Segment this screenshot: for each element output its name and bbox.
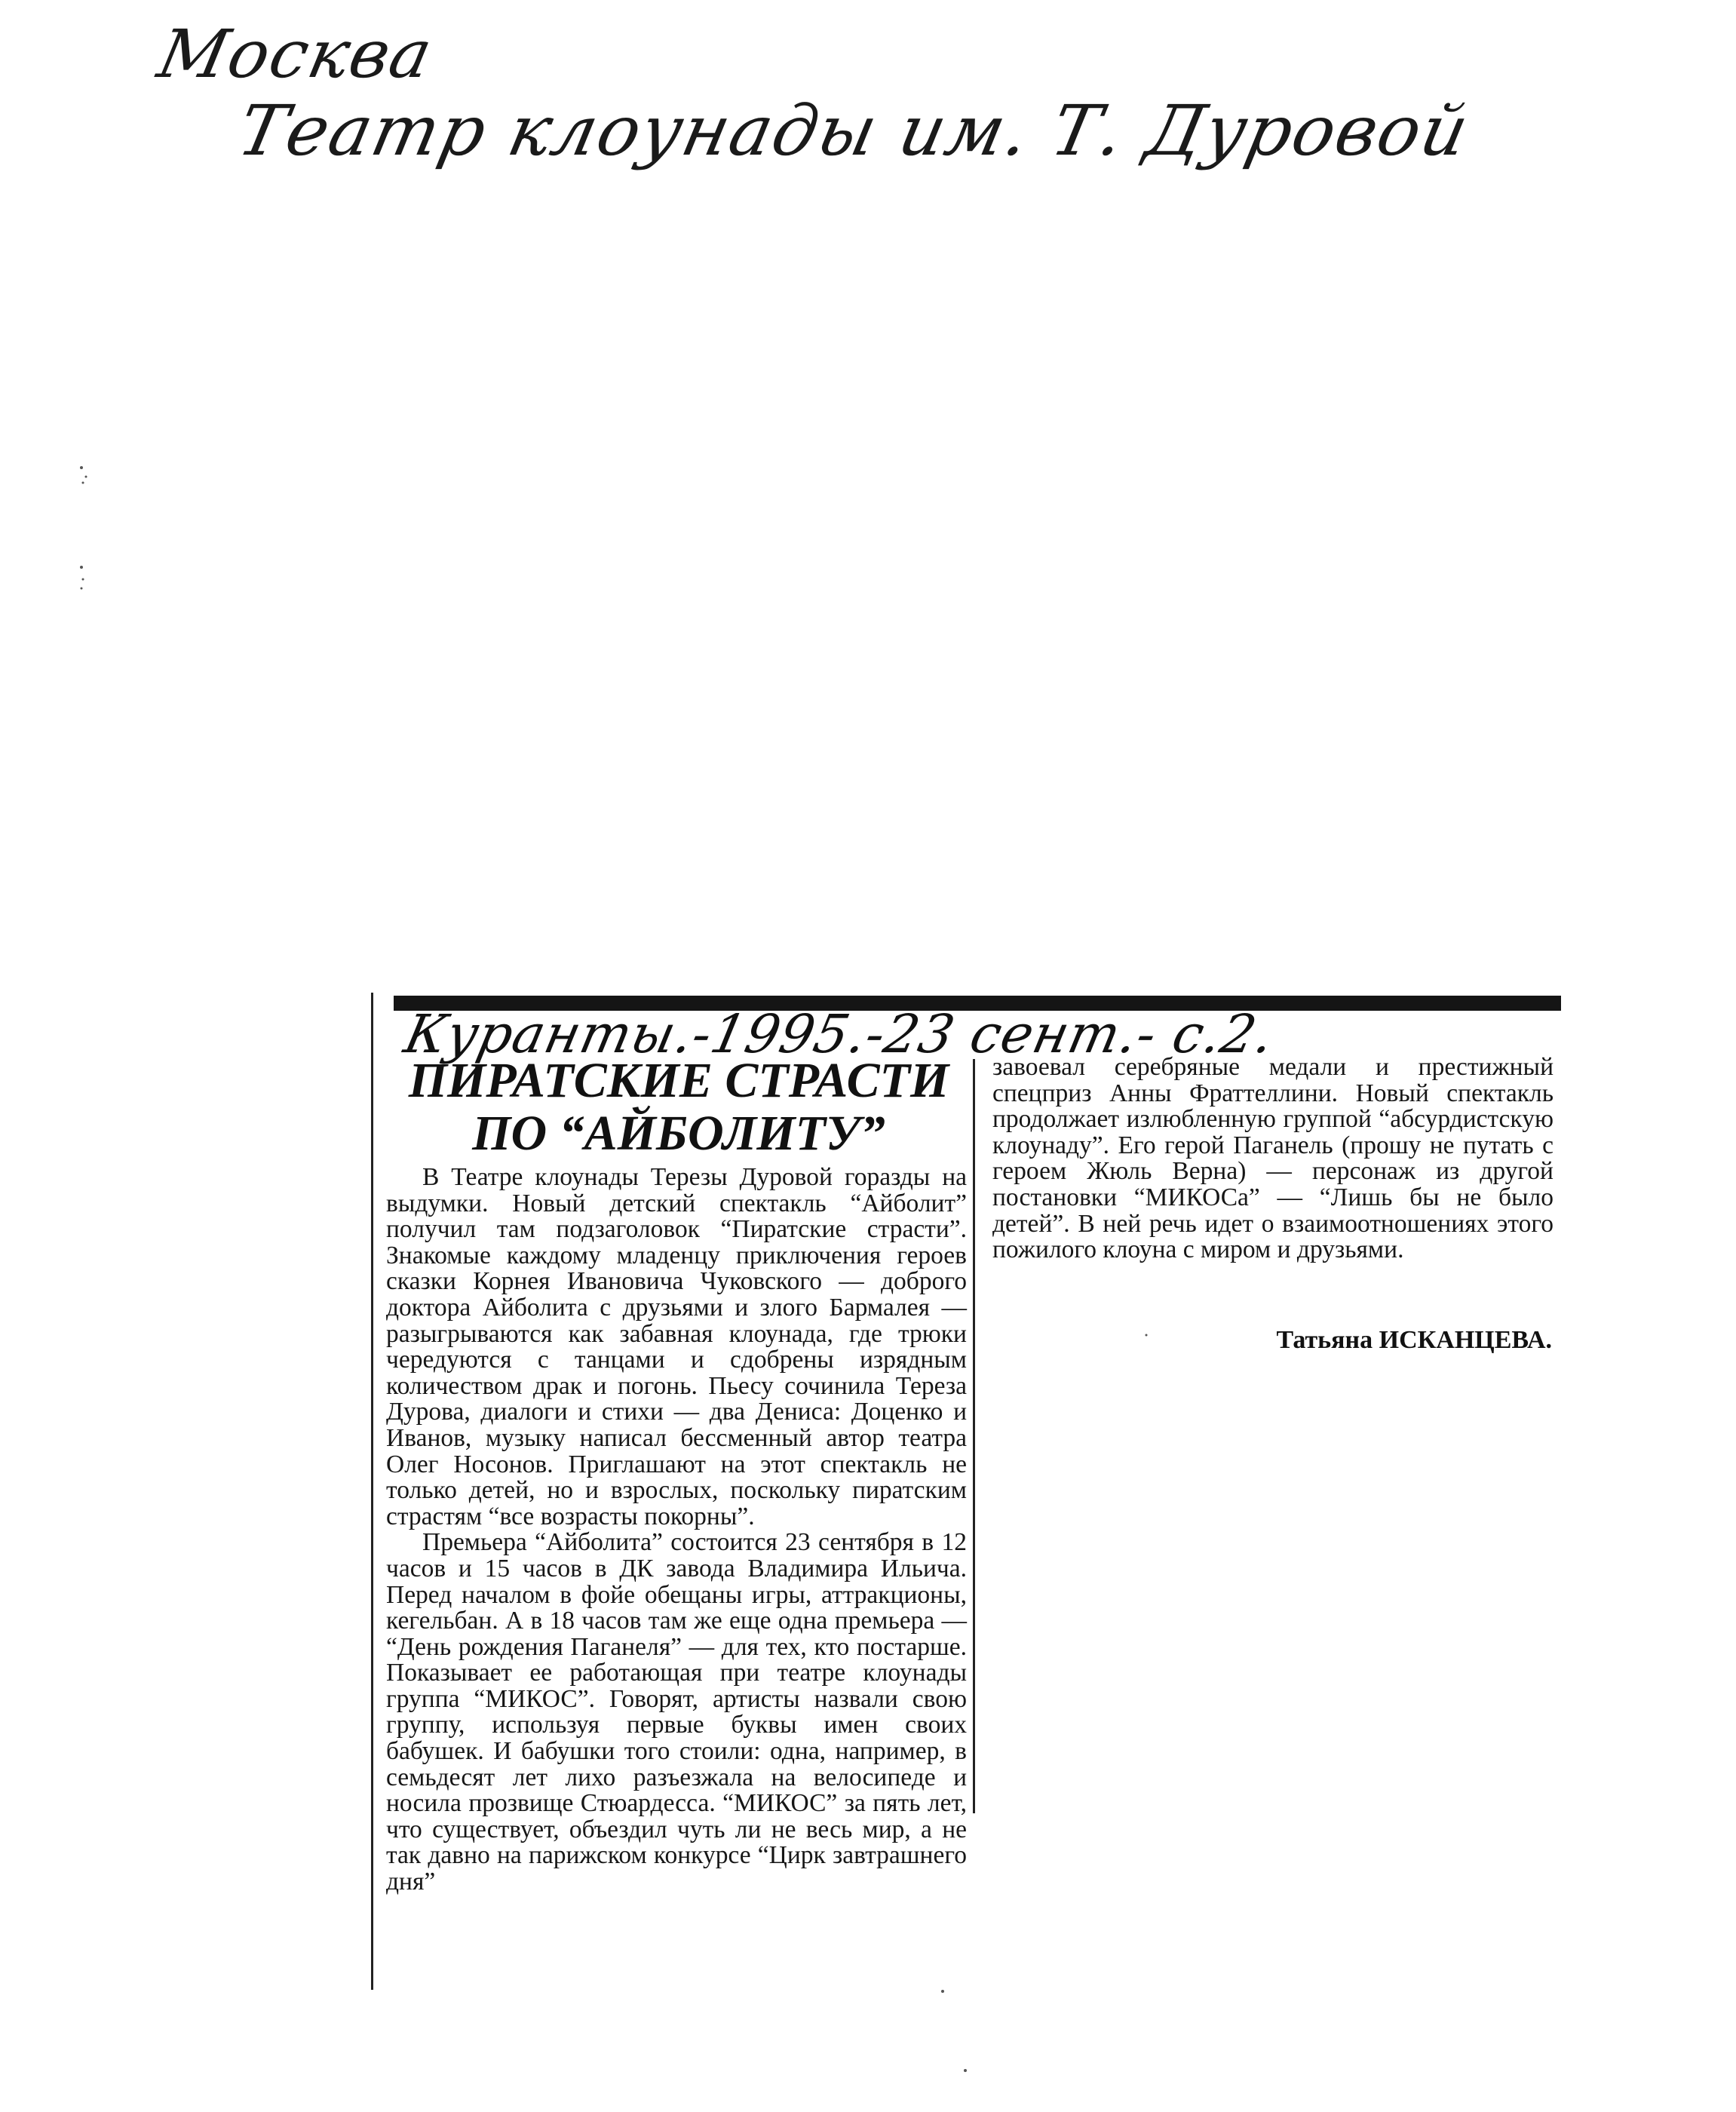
headline-line-2: ПО “АЙБОЛИТУ”	[472, 1106, 885, 1161]
handwritten-source-note: Куранты.-1995.-23 сент.- с.2.	[399, 1003, 1281, 1065]
handwritten-city: Москва	[152, 15, 440, 93]
article-paragraph-1: В Театре клоунады Терезы Дуровой горазды на выдумки. Новый детский спектакль “Айболит” получил там подзаголовок “Пиратские страсти”. Знакомые каждому младенцу приключения героев сказки Корнея Ивановича Чуковского — доброго доктора Айболита с друзьями и злого Бармалея — разыгрываются как забавная клоунада, где трюки чередуются с танцами и сдобрены изрядным количеством драк и погонь. Пьесу сочинила Тереза Дурова, диалоги и стихи — два Дениса: Доценко и Иванов, музыку написал бессменный автор театра Олег Носонов. Приглашают на этот спектакль не только детей, но и взрослых, поскольку пиратским страстям “все возрасты покорны”.	[386, 1163, 967, 1530]
article-paragraph-2: Премьера “Айболита” состоится 23 сентября в 12 часов и 15 часов в ДК завода Владимира Ильича. Перед началом в фойе обещаны игры, аттракционы, кегельбан. А в 18 часов там же еще одна премьера — “День рождения Паганеля” — для тех, кто постарше. Показывает ее работающая при театре клоунады группа “МИКОС”. Говорят, артисты назвали свою группу, используя первые буквы имен своих бабушек. И бабушки того стоили: одна, например, в семьдесят лет лихо разъезжала на велосипеде и носила прозвище Стюардесса. “МИКОС” за пять лет, что существует, объездил чуть ли не весь мир, а не так давно на парижском конкурсе “Цирк завтрашнего дня”	[386, 1528, 967, 1896]
handwritten-theater-name: Театр клоунады им. Т. Дуровой	[231, 91, 1477, 171]
headline-line-1: ПИРАТСКИЕ СТРАСТИ	[408, 1053, 949, 1108]
article-left-column	[386, 1165, 967, 1896]
newspaper-clipping	[370, 981, 1569, 1991]
article-paragraph-3: завоевал серебряные медали и престижный спецприз Анны Фраттеллини. Новый спектакль продолжает излюбленную группой “абсурдистскую клоунаду”. Его герой Паганель (прошу не путать с героем Жюль Верна) — персонаж из другой постановки “МИКОСа” — “Лишь бы не было детей”. В ней речь идет о взаимоотношениях этого пожилого клоуна с миром и друзьями.	[992, 1053, 1554, 1264]
left-border-rule	[371, 993, 373, 1990]
article-headline	[400, 1054, 958, 1160]
column-divider	[973, 1059, 975, 1813]
article-author: Татьяна ИСКАНЦЕВА.	[1276, 1326, 1552, 1354]
article-right-column	[992, 1054, 1554, 1263]
